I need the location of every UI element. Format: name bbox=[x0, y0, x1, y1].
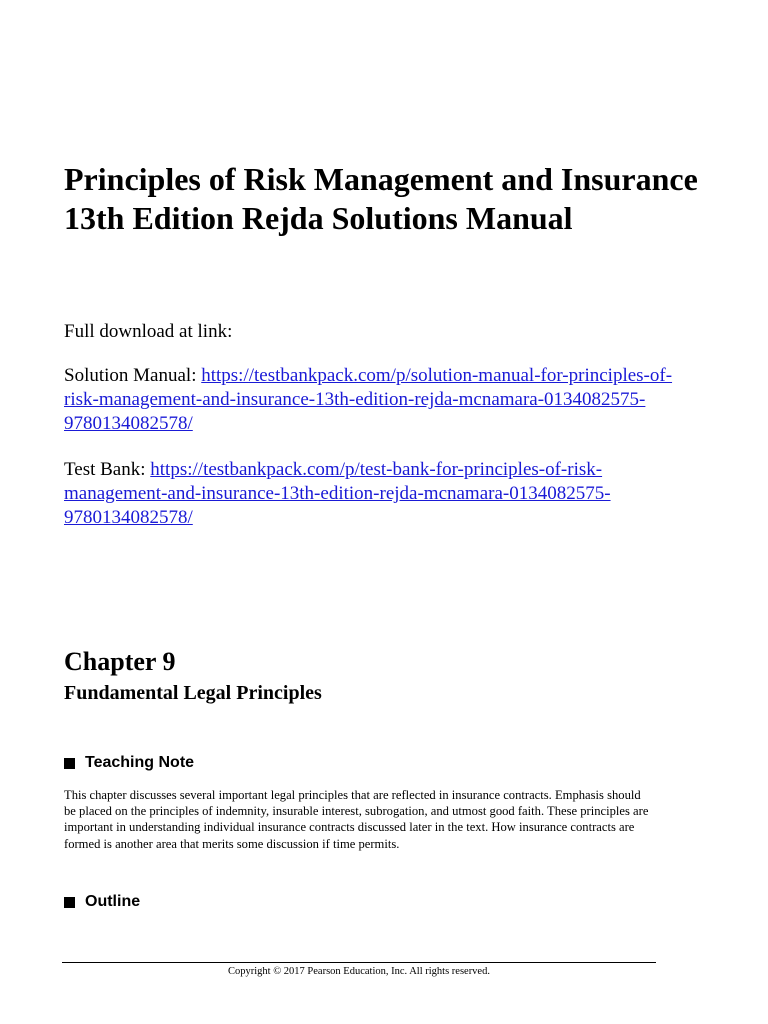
chapter-number: Chapter 9 bbox=[64, 647, 176, 676]
document-title: Principles of Risk Management and Insurance 13th Edition Rejda Solutions Manual bbox=[64, 161, 698, 236]
footer-copyright: Copyright © 2017 Pearson Education, Inc. All rights reserved. bbox=[228, 966, 490, 977]
footer-divider bbox=[62, 962, 656, 963]
solution-manual-link[interactable]: https://testbankpack.com/p/solution-manual-for-principles-of-risk-management-and-insurance-13th-edition-rejda-mcnamara-0134082575-9780134082578/ bbox=[64, 365, 673, 434]
outline-heading bbox=[64, 892, 140, 912]
teaching-note-heading bbox=[64, 753, 194, 773]
download-heading: Full download at link: bbox=[64, 321, 233, 342]
teaching-note-heading-text: Teaching Note bbox=[85, 754, 195, 771]
test-bank-label: Test Bank: bbox=[64, 459, 151, 480]
solution-manual-line bbox=[64, 364, 704, 436]
teaching-note-text: This chapter discusses several important legal principles that are reflected in insurance contracts. Emphasis should be placed on the principles of indemnity, insurable interest, subrogation, and utmost good faith. These principles are important in understanding individual insurance contracts discussed later in the text. How insurance contracts are formed is another area that merits some discussion if time permits. bbox=[64, 788, 649, 851]
test-bank-line bbox=[64, 458, 704, 530]
test-bank-link[interactable]: https://testbankpack.com/p/test-bank-for-principles-of-risk-management-and-insurance-13th-edition-rejda-mcnamara-0134082575-9780134082578/ bbox=[64, 459, 611, 528]
square-bullet-icon bbox=[64, 897, 75, 908]
square-bullet-icon bbox=[64, 758, 75, 769]
chapter-title: Fundamental Legal Principles bbox=[64, 682, 322, 704]
solution-manual-label: Solution Manual: bbox=[64, 365, 202, 386]
outline-heading-text: Outline bbox=[85, 893, 141, 910]
